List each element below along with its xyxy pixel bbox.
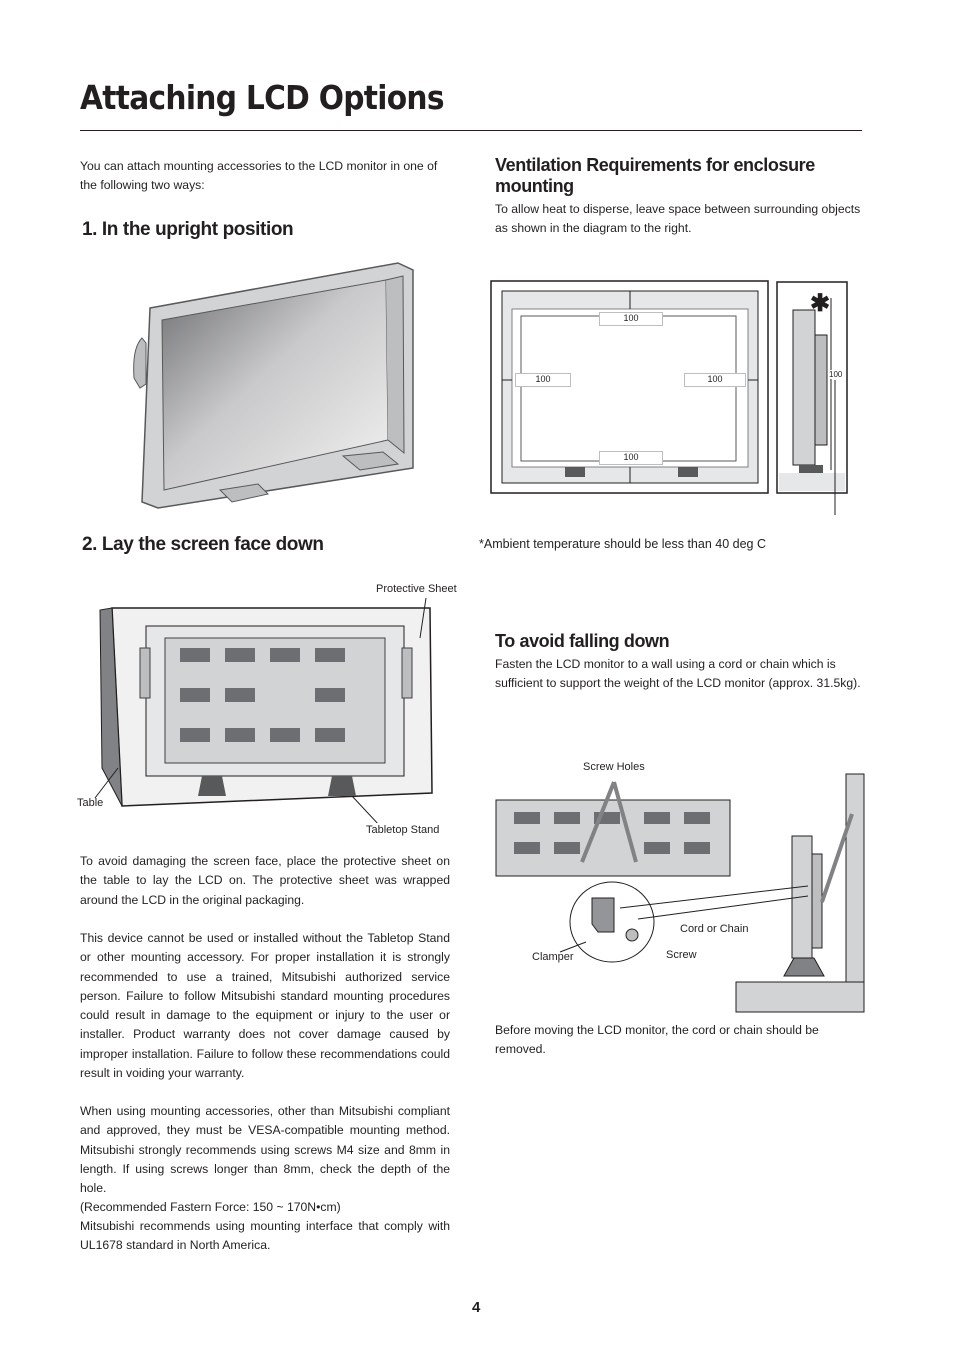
table-label: Table <box>77 797 104 809</box>
intro-text: You can attach mounting accessories to the LCD monitor in one of the following two ways: <box>80 159 438 193</box>
falling-heading: To avoid falling down <box>495 631 670 651</box>
screw-label: Screw <box>666 949 697 961</box>
clamper-label: Clamper <box>532 951 574 963</box>
protective-sheet-label: Protective Sheet <box>376 583 457 595</box>
tabletop-stand-label: Tabletop Stand <box>366 824 440 836</box>
dim-bottom: 100 <box>599 451 663 465</box>
falling-note: Before moving the LCD monitor, the cord or chain should be removed. <box>495 1023 819 1057</box>
paragraph-protective-sheet: To avoid damaging the screen face, place the protective sheet on the table to lay the LCD on. The protective sheet was wrapped around the LCD in the original packaging. <box>80 854 450 907</box>
section2-heading: 2. Lay the screen face down <box>82 534 324 555</box>
page-number: 4 <box>472 1299 481 1316</box>
screw-holes-label: Screw Holes <box>583 761 645 773</box>
paragraph-vesa: When using mounting accessories, other than Mitsubishi compliant and approved, they must be VESA-compatible mounting method. Mitsubishi strongly recommends using screws M4 size and 8mm in length. If using screws longer than 8mm, check the depth of the hole. <box>80 1104 450 1196</box>
paragraph-ul1678: Mitsubishi recommends using mounting interface that comply with UL1678 standard in North America. <box>80 1219 450 1253</box>
section1-heading: 1. In the upright position <box>82 219 294 240</box>
falling-down-illustration <box>494 772 866 1016</box>
dim-right: 100 <box>684 373 746 387</box>
paragraph-fastening-force: (Recommended Fastern Force: 150 ~ 170N•cm) <box>80 1200 341 1214</box>
dim-left: 100 <box>515 373 571 387</box>
dim-side: 100 <box>829 370 843 379</box>
ambient-temperature-note: *Ambient temperature should be less than 40 deg C <box>479 537 766 551</box>
face-down-illustration <box>90 598 450 823</box>
falling-text: Fasten the LCD monitor to a wall using a cord or chain which is sufficient to support the weight of the LCD monitor (approx. 31.5kg). <box>495 657 861 691</box>
cord-or-chain-label: Cord or Chain <box>680 923 749 935</box>
ventilation-heading: Ventilation Requirements for enclosure mounting <box>495 155 815 196</box>
paragraph-warranty: This device cannot be used or installed without the Tabletop Stand or other mounting accessory. For proper installation it is strongly recommended to use a trained, Mitsubishi authorized service person. Failure to follow Mitsubishi standard mounting procedures could result in damage to the equipment or injury to the user or installer. Product warranty does not cover damage caused by improper installation. Failure to follow these recommendations could result in voiding your warranty. <box>80 931 450 1081</box>
dim-top: 100 <box>599 312 663 326</box>
ventilation-text: To allow heat to disperse, leave space between surrounding objects as shown in the diagram to the right. <box>495 202 861 236</box>
title-rule <box>80 130 862 131</box>
upright-monitor-illustration <box>128 258 418 513</box>
asterisk-marker: ✱ <box>810 290 831 317</box>
page-title: Attaching LCD Options <box>80 78 444 117</box>
